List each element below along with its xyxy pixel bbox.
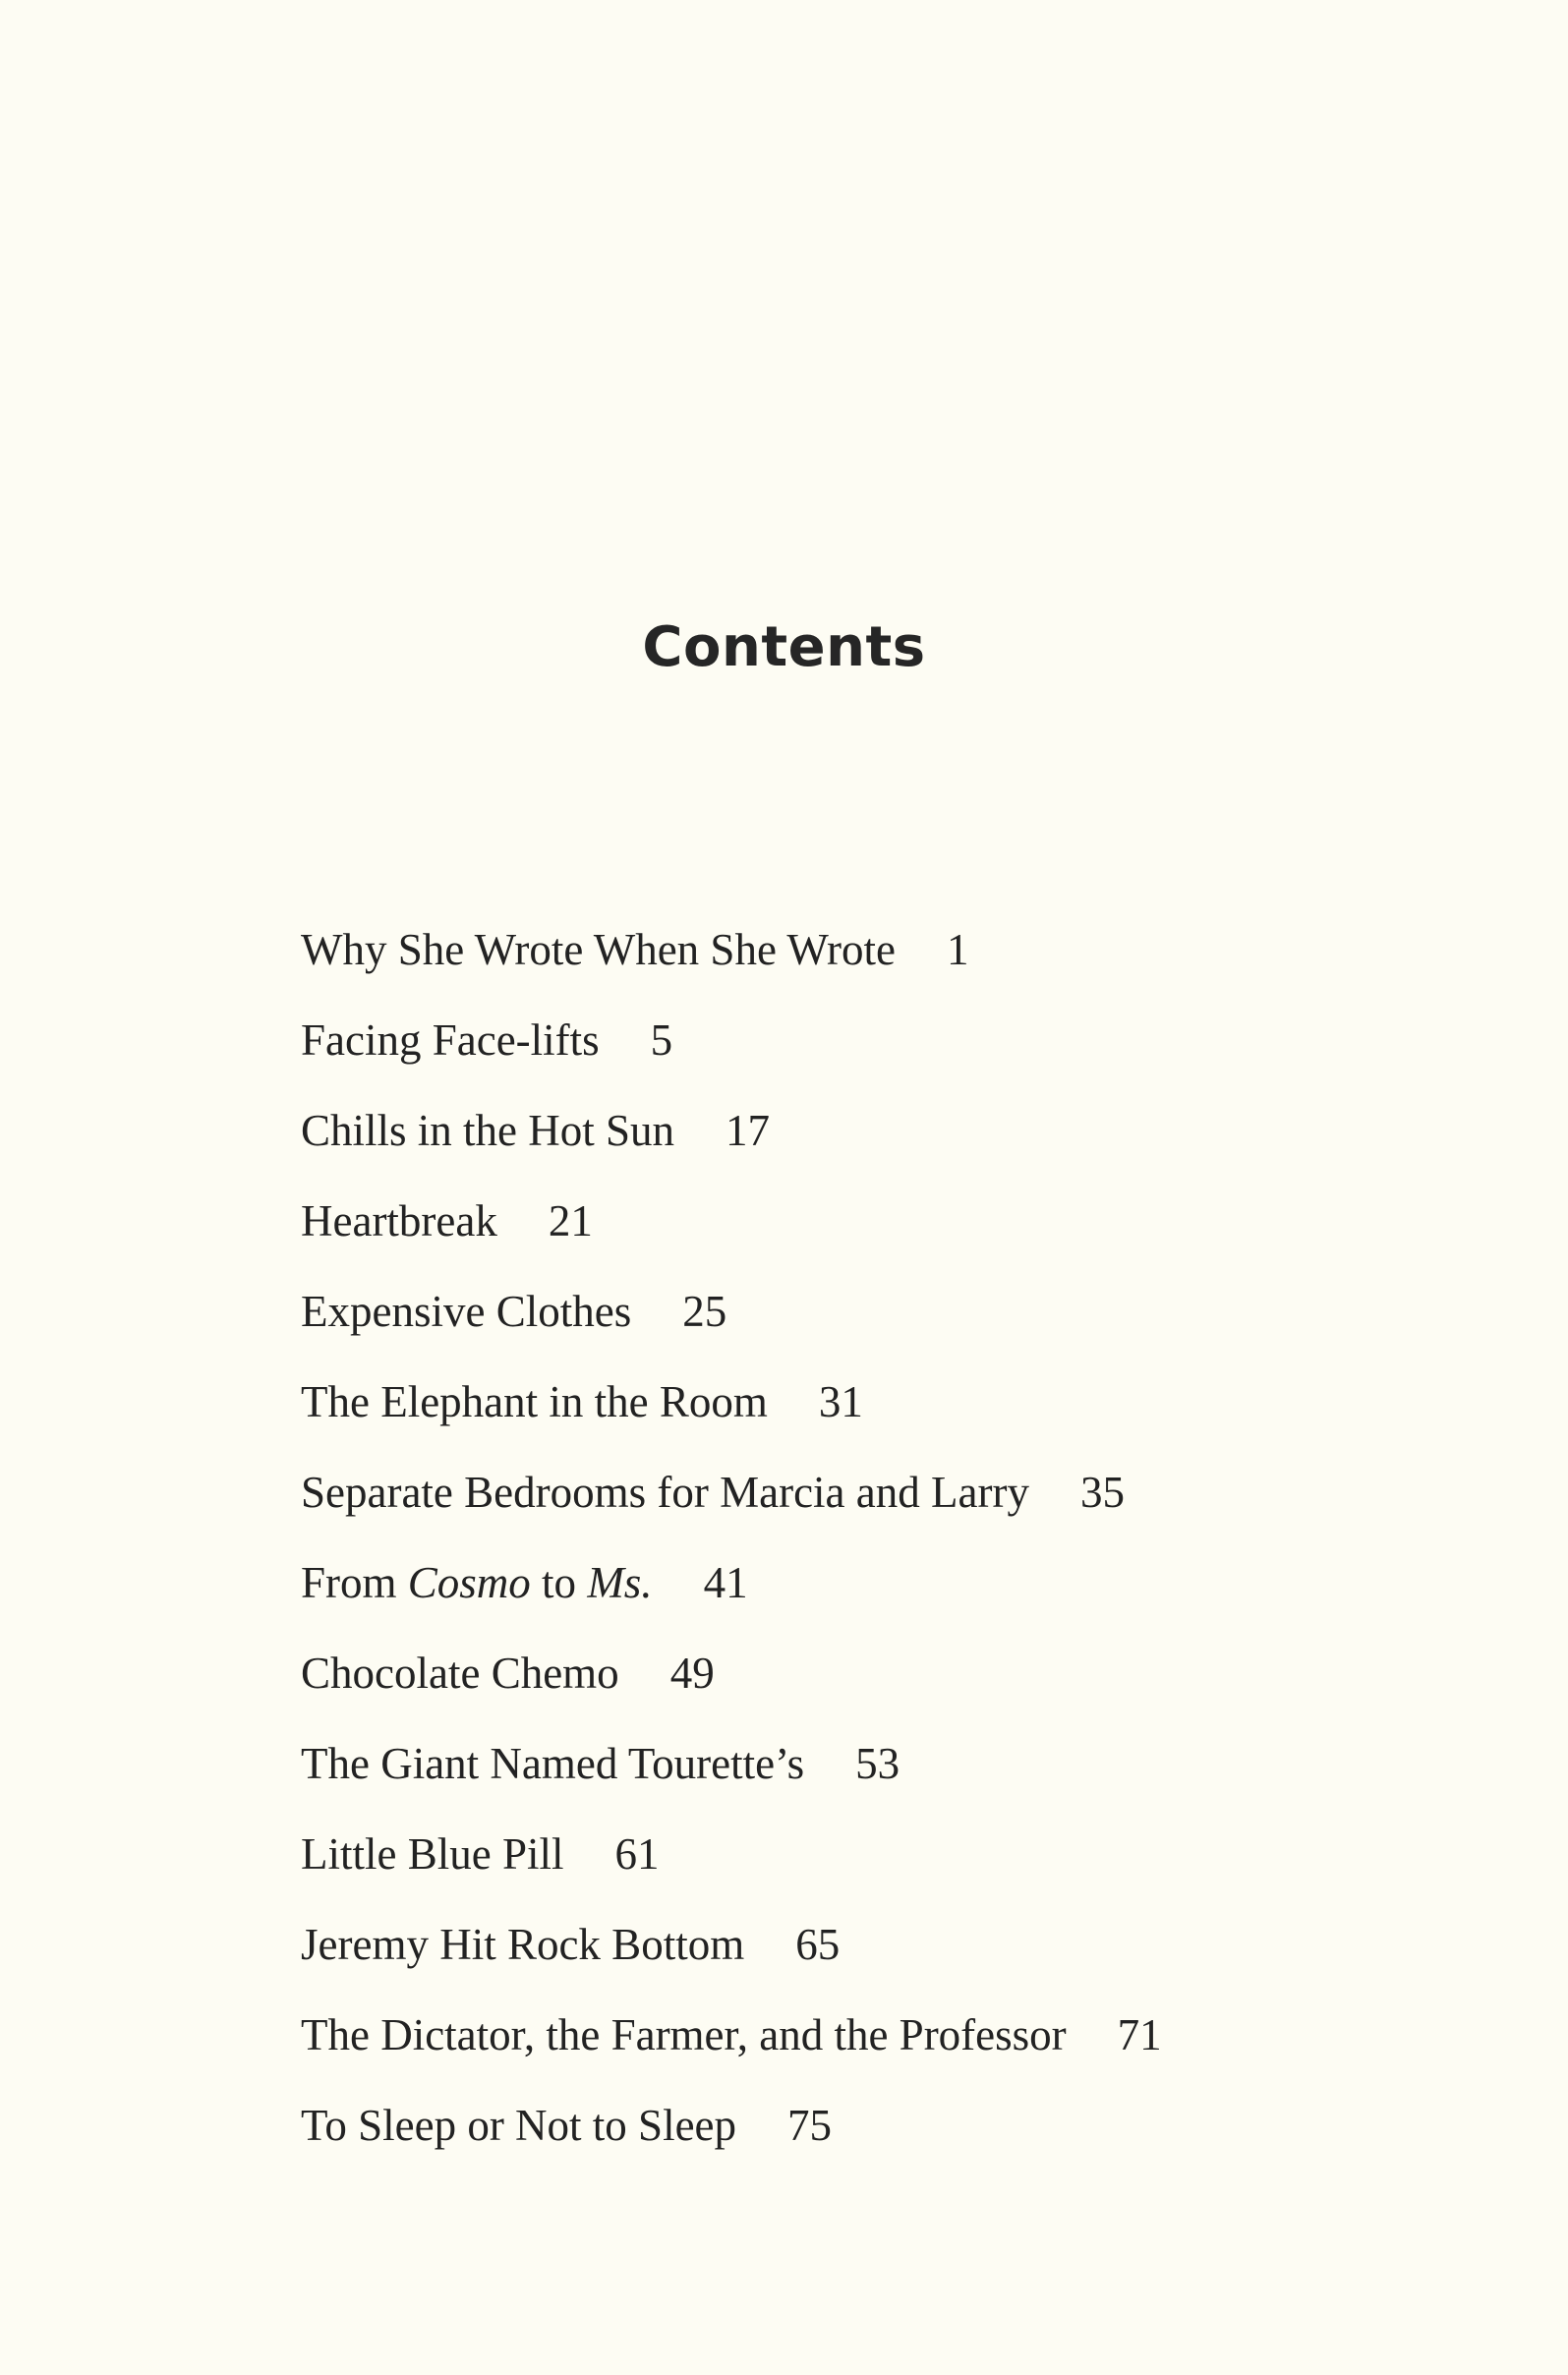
- toc-entry-page-number: 25: [682, 1287, 727, 1336]
- toc-entry: [301, 1718, 1162, 1809]
- toc-entry-title: Heartbreak: [301, 1196, 497, 1245]
- toc-entry-title: Expensive Clothes: [301, 1287, 632, 1336]
- toc-title-part: to: [530, 1558, 588, 1607]
- toc-entry: [301, 1085, 1162, 1176]
- toc-entry: [301, 1266, 1162, 1357]
- toc-entry: [301, 1447, 1162, 1537]
- toc-entry: [301, 1990, 1162, 2080]
- toc-entry-title: [301, 1558, 653, 1607]
- toc-title-part-italic: Cosmo: [407, 1558, 531, 1607]
- toc-entry-title: Chocolate Chemo: [301, 1649, 619, 1698]
- toc-entry-page-number: 61: [614, 1829, 660, 1879]
- toc-entry: [301, 1628, 1162, 1718]
- toc-entry-page-number: 1: [947, 925, 969, 974]
- toc-entry-page-number: 65: [795, 1920, 841, 1969]
- toc-entry-title: Jeremy Hit Rock Bottom: [301, 1920, 745, 1969]
- toc-entry-title: The Giant Named Tourette’s: [301, 1739, 805, 1788]
- toc-title-part-italic: Ms.: [587, 1558, 653, 1607]
- toc-entry-page-number: 75: [787, 2101, 833, 2150]
- toc-entry: [301, 1899, 1162, 1990]
- toc-entry-title: Why She Wrote When She Wrote: [301, 925, 896, 974]
- toc-entry-page-number: 5: [650, 1015, 673, 1065]
- toc-entry-title: Chills in the Hot Sun: [301, 1106, 675, 1155]
- toc-entry-page-number: 53: [855, 1739, 900, 1788]
- toc-entry-title: The Elephant in the Room: [301, 1377, 768, 1426]
- toc-entry: [301, 1809, 1162, 1899]
- toc-entry-title: Facing Face-lifts: [301, 1015, 600, 1065]
- toc-entry-page-number: 71: [1117, 2010, 1162, 2059]
- toc-entry: [301, 1537, 1162, 1628]
- toc-title-part: From: [301, 1558, 408, 1607]
- page-title: Contents: [642, 614, 926, 679]
- toc-entry-page-number: 49: [669, 1649, 715, 1698]
- toc-entry-page-number: 17: [726, 1106, 771, 1155]
- toc-entry-page-number: 41: [703, 1558, 748, 1607]
- toc-entry-title: Separate Bedrooms for Marcia and Larry: [301, 1468, 1029, 1517]
- table-of-contents: [301, 904, 1162, 2171]
- toc-entry-title: The Dictator, the Farmer, and the Professor: [301, 2010, 1067, 2059]
- toc-entry-page-number: 21: [548, 1196, 593, 1245]
- toc-entry: [301, 2080, 1162, 2171]
- toc-entry: [301, 904, 1162, 995]
- toc-entry: [301, 995, 1162, 1085]
- toc-entry-page-number: 31: [818, 1377, 863, 1426]
- toc-entry-page-number: 35: [1079, 1468, 1125, 1517]
- toc-entry-title: To Sleep or Not to Sleep: [301, 2101, 737, 2150]
- toc-entry-title: Little Blue Pill: [301, 1829, 564, 1879]
- toc-entry: [301, 1357, 1162, 1447]
- toc-entry: [301, 1176, 1162, 1266]
